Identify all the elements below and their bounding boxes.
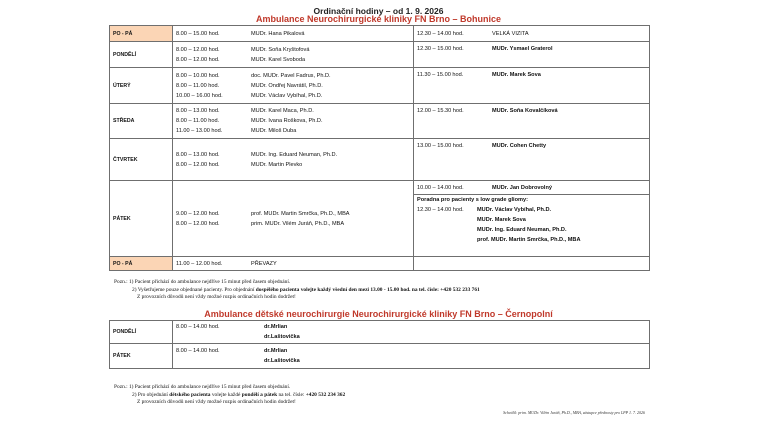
doctor: MUDr. Karel Svoboda	[251, 56, 306, 63]
row-child-patek: PÁTEK 8.00 – 14.00 hod. dr.Mrlian dr.Laštovička	[110, 344, 650, 369]
adult-schedule-table	[109, 25, 650, 271]
dressings-label: PŘEVAZY	[251, 260, 277, 267]
doctor: MUDr. Karel Maca, Ph.D.	[251, 108, 314, 114]
day-cell: PÁTEK	[110, 344, 173, 369]
day-cell: PONDĚLÍ	[110, 42, 173, 68]
day-cell: PONDĚLÍ	[110, 321, 173, 344]
doctor: dr.Mrlian	[264, 348, 288, 354]
notes-children: Pozn.: 1) Pacient přichází do ambulance nejdříve 15 minut před časem objednání. 2) Pro objednání dětského pacienta volejte každé pondělí a pátek na tel. čísle: +420 532 234 362 Z provozních důvodů není vždy možné rozpis ordinačních hodin dodržet!	[114, 384, 346, 406]
row-child-pondeli: PONDĚLÍ 8.00 – 14.00 hod. dr.Mrlian dr.Laštovička	[110, 321, 650, 344]
rounds-label: VELKÁ VIZITA	[492, 30, 529, 37]
approval-footer: Schválil: prim. MUDr. Vilém Juráň, Ph.D., MBA, zástupce přednosty pro LPP 1. 7. 2026	[503, 410, 645, 415]
doctor: doc. MUDr. Pavel Fadrus, Ph.D.	[251, 72, 331, 79]
day-cell: PO - PÁ	[110, 26, 173, 42]
doctor: MUDr. Ing. Eduard Neuman, Ph.D.	[251, 151, 338, 158]
doctor: MUDr. Ysmael Graterol	[492, 46, 553, 52]
doctor: MUDr. Cohen Chetty	[492, 143, 547, 149]
row-pondeli: PONDĚLÍ 8.00 – 12.00 hod. MUDr. Soňa Kryštofová 8.00 – 12.00 hod. MUDr. Karel Svoboda 12.30 – 15.00 hod. MUDr. Ysmael Graterol	[110, 42, 650, 68]
clinic-title: Ambulance Neurochirurgické kliniky FN Brno – Bohunice	[255, 14, 502, 24]
page-title: Ordinační hodiny – od 1. 9. 2026	[313, 6, 444, 16]
day-cell: PÁTEK	[110, 181, 173, 257]
doctor: MUDr. Marek Sova	[477, 217, 526, 223]
doctor: MUDr. Ondřej Navrátil, Ph.D.	[251, 82, 323, 89]
row-patek: PÁTEK 9.00 – 12.00 hod. prof. MUDr. Martin Smrčka, Ph.D., MBA 8.00 – 12.00 hod. prim. MUDr. Vilém Juráň, Ph.D., MBA 10.00 – 14.00 hod. MUDr. Jan Dobrovolný Poradna pro pacienty s low grade gliomy: 12.30 – 14.00 hod. MUDr. Václav Vybíhal, Ph.D. MUDr. Marek Sova MUDr. Ing. Eduard Neuman, Ph.D. prof. MUDr. Martin Smrčka, Ph.D., MBA	[110, 181, 650, 257]
day-cell: ČTVRTEK	[110, 139, 173, 181]
doctor: dr.Laštovička	[264, 358, 300, 364]
doctor: dr.Laštovička	[264, 334, 300, 340]
children-clinic-title: Ambulance dětské neurochirurgie Neurochirurgické kliniky FN Brno – Černopolní	[204, 309, 553, 319]
doctor: prim. MUDr. Vilém Juráň, Ph.D., MBA	[251, 220, 345, 227]
doctor: MUDr. Soňa Kryštofová	[251, 46, 310, 53]
doctor: MUDr. Martin Plevko	[251, 161, 303, 168]
row-utery: ÚTERÝ 8.00 – 10.00 hod. doc. MUDr. Pavel Fadrus, Ph.D. 8.00 – 11.00 hod. MUDr. Ondřej Navrátil, Ph.D. 10.00 – 16.00 hod. MUDr. Václav Vybíhal, Ph.D. 11.30 – 15.00 hod. MUDr. Marek Sova	[110, 68, 650, 104]
time: 12.30 – 14.00 hod.	[417, 30, 464, 37]
doctor: MUDr. Soňa Kovalčíková	[492, 108, 558, 114]
doctor: MUDr. Miloš Duba	[251, 128, 297, 134]
notes-adult: Pozn.: 1) Pacient přichází do ambulance nejdříve 15 minut před časem objednání. 2) Vyšetřujeme pouze objednané pacienty. Pro objednání dospělého pacienta volejte každý všední den mezi 13.00 - 15.00 hod. na tel. čísle: +420 532 233 761 Z provozních důvodů není vždy možné rozpis ordinačních hodin dodržet!	[114, 279, 480, 301]
doctor: MUDr. Ing. Eduard Neuman, Ph.D.	[477, 227, 567, 233]
row-streda: STŘEDA 8.00 – 13.00 hod. MUDr. Karel Maca, Ph.D. 8.00 – 11.00 hod. MUDr. Ivana Roškova, Ph.D. 11.00 – 13.00 hod. MUDr. Miloš Duba 12.00 – 15.30 hod. MUDr. Soňa Kovalčíková	[110, 104, 650, 139]
day-cell: ÚTERÝ	[110, 68, 173, 104]
doctor: MUDr. Václav Vybíhal, Ph.D.	[477, 207, 552, 213]
time: 8.00 – 15.00 hod.	[176, 30, 220, 37]
glioma-clinic: Poradna pro pacienty s low grade gliomy: 12.30 – 14.00 hod. MUDr. Václav Vybíhal, Ph.D. MUDr. Marek Sova MUDr. Ing. Eduard Neuman, Ph.D. prof. MUDr. Martin Smrčka, Ph.D., MBA	[414, 194, 649, 245]
doctor: MUDr. Jan Dobrovolný	[492, 184, 552, 191]
doctor: prof. MUDr. Martin Smrčka, Ph.D., MBA	[251, 210, 350, 217]
doctor: MUDr. Marek Sova	[492, 72, 541, 78]
row-po-pa	[110, 26, 650, 42]
doctor: MUDr. Václav Vybíhal, Ph.D.	[251, 92, 323, 99]
doctor: prof. MUDr. Martin Smrčka, Ph.D., MBA	[477, 237, 581, 243]
day-cell: STŘEDA	[110, 104, 173, 139]
glioma-title: Poradna pro pacienty s low grade gliomy:	[417, 197, 528, 203]
doctor: MUDr. Ivana Roškova, Ph.D.	[251, 118, 323, 124]
day-cell: PO - PÁ	[110, 257, 173, 271]
children-schedule-table	[109, 320, 650, 369]
row-ctvrtek: ČTVRTEK 8.00 – 13.00 hod. MUDr. Ing. Eduard Neuman, Ph.D. 8.00 – 12.00 hod. MUDr. Martin Plevko 13.00 – 15.00 hod. MUDr. Cohen Chetty	[110, 139, 650, 181]
row-po-pa-dressings: PO - PÁ 11.00 – 12.00 hod. PŘEVAZY	[110, 257, 650, 271]
doctor: dr.Mrlian	[264, 324, 288, 330]
doctor: MUDr. Hana Pikalová	[251, 30, 305, 37]
